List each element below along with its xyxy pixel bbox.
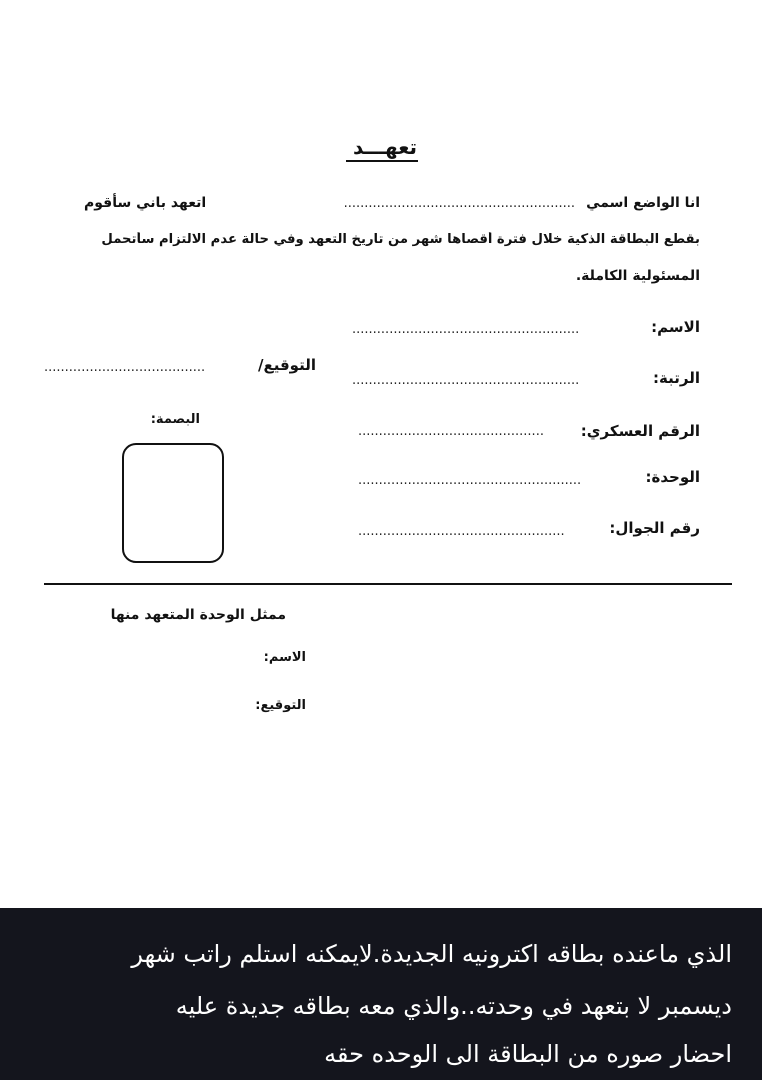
fingerprint-box — [122, 443, 224, 563]
representative-signature-label: التوقيع: — [255, 698, 306, 713]
signature-dots: ....................................... — [44, 360, 206, 375]
name-label: الاسم: — [651, 318, 700, 336]
rank-label: الرتبة: — [653, 369, 700, 387]
pledge-line-3: المسئولية الكاملة. — [575, 268, 700, 284]
title-underline — [346, 160, 418, 162]
representative-name-label: الاسم: — [263, 650, 306, 665]
pledge-line-1-start: انا الواضع اسمي — [586, 195, 700, 211]
caption-line-2: ديسمبر لا بتعهد في وحدته..والذي معه بطاقه جديدة عليه — [175, 992, 732, 1020]
unit-dots: ...................................................... — [358, 473, 582, 488]
mobile-label: رقم الجوال: — [609, 519, 700, 537]
pledge-line-1-end: اتعهد باني سأقوم — [84, 195, 207, 211]
signature-label: التوقيع/ — [258, 356, 316, 374]
name-dots: ....................................................... — [352, 322, 580, 337]
caption-line-3: احضار صوره من البطاقة الى الوحده حقه — [324, 1040, 732, 1068]
unit-label: الوحدة: — [645, 468, 700, 486]
military-number-label: الرقم العسكري: — [580, 422, 700, 440]
pledge-line-1-dots: ........................................................ — [343, 196, 575, 211]
unit-representative-heading: ممثل الوحدة المتعهد منها — [110, 607, 286, 623]
fingerprint-label: البصمة: — [150, 412, 200, 427]
mobile-dots: .................................................. — [358, 524, 565, 539]
pledge-line-2: بقطع البطاقة الذكية خلال فترة أقصاها شهر من تاريخ التعهد وفي حالة عدم الالتزام سأتحمل — [101, 232, 700, 247]
caption-overlay — [0, 908, 762, 1080]
caption-line-1: الذي ماعنده بطاقه اكترونيه الجديدة.لايمكنه استلم راتب شهر — [131, 940, 732, 968]
rank-dots: ....................................................... — [352, 373, 580, 388]
document-title: تعهـــد — [352, 135, 418, 159]
section-divider — [44, 583, 732, 585]
military-number-dots: ............................................. — [358, 424, 544, 439]
